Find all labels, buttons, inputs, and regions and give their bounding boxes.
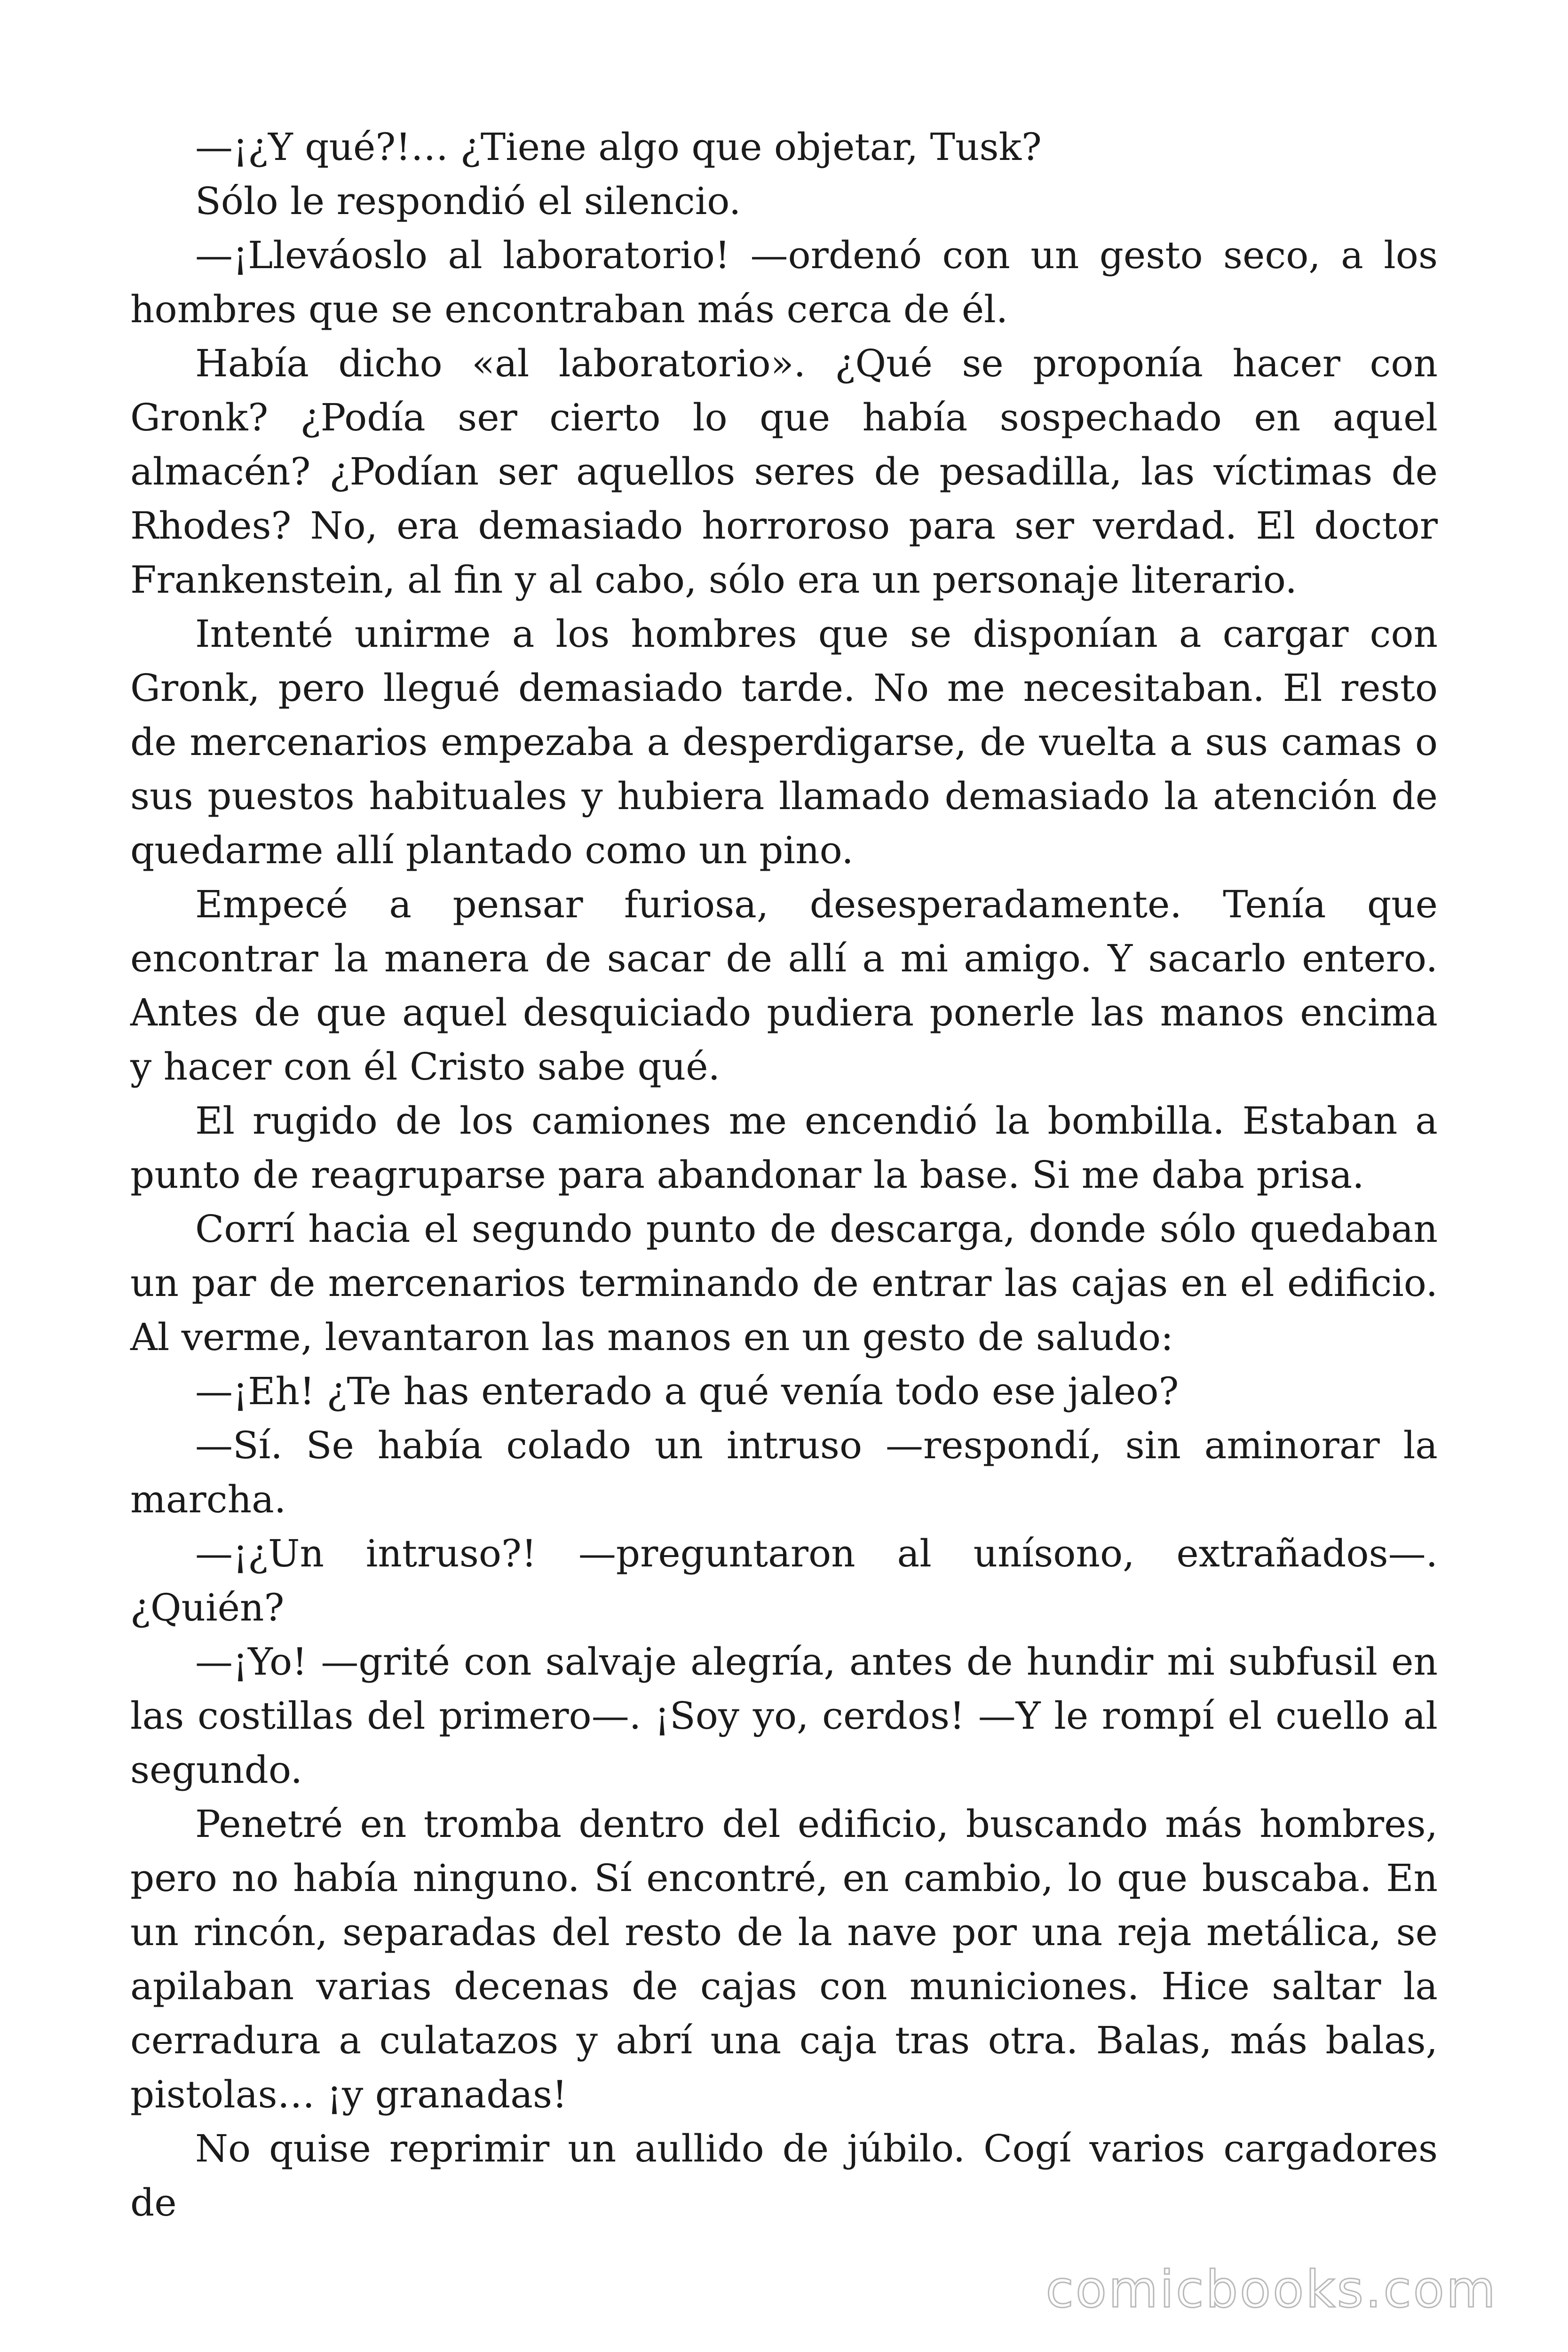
paragraph: Intenté unirme a los hombres que se disponían a cargar con Gronk, pero llegué demasiado tarde. No me necesitaban. El resto de mercenarios empezaba a desperdigarse, de vuelta a sus camas o sus puestos habituales y hubiera llamado demasiado la atención de quedarme allí plantado como un pino. [130, 612, 1438, 872]
paragraph: —¡¿Y qué?!… ¿Tiene algo que objetar, Tusk? [195, 125, 1042, 169]
paragraph: —¡¿Un intruso?! —preguntaron al unísono, extrañados—. ¿Quién? [130, 1532, 1438, 1629]
paragraph: —Sí. Se había colado un intruso —respondí, sin aminorar la marcha. [130, 1423, 1438, 1521]
paragraph: Corrí hacia el segundo punto de descarga, donde sólo quedaban un par de mercenarios terminando de entrar las cajas en el edificio. Al verme, levantaron las manos en un gesto de saludo: [130, 1207, 1438, 1359]
paragraph: El rugido de los camiones me encendió la bombilla. Estaban a punto de reagruparse para abandonar la base. Si me daba prisa. [130, 1099, 1438, 1197]
paragraph: Penetré en tromba dentro del edificio, buscando más hombres, pero no había ninguno. Sí encontré, en cambio, lo que buscaba. En un rincón, separadas del resto de la nave por una reja metálica, se apilaban varias decenas de cajas con municiones. Hice saltar la cerradura a culatazos y abrí una caja tras otra. Balas, más balas, pistolas… ¡y granadas! [130, 1802, 1438, 2116]
paragraph: —¡Lleváoslo al laboratorio! —ordenó con un gesto seco, a los hombres que se encontraban más cerca de él. [130, 233, 1438, 331]
paragraph: —¡Eh! ¿Te has enterado a qué venía todo ese jaleo? [195, 1369, 1179, 1413]
paragraph: Empecé a pensar furiosa, desesperadamente. Tenía que encontrar la manera de sacar de allí a mi amigo. Y sacarlo entero. Antes de que aquel desquiciado pudiera ponerle las manos encima y hacer con él Cristo sabe qué. [130, 882, 1438, 1089]
watermark: comicbooks.com [1045, 2260, 1497, 2319]
paragraph: No quise reprimir un aullido de júbilo. Cogí varios cargadores de [130, 2127, 1438, 2225]
paragraph: Había dicho «al laboratorio». ¿Qué se proponía hacer con Gronk? ¿Podía ser cierto lo que había sospechado en aquel almacén? ¿Podían ser aquellos seres de pesadilla, las víctimas de Rhodes? No, era demasiado horroroso para ser verdad. El doctor Frankenstein, al fin y al cabo, sólo era un personaje literario. [130, 342, 1438, 602]
paragraph: —¡Yo! —grité con salvaje alegría, antes de hundir mi subfusil en las costillas del primero—. ¡Soy yo, cerdos! —Y le rompí el cuello al segundo. [130, 1640, 1438, 1792]
body-text [130, 120, 1438, 2230]
paragraph: Sólo le respondió el silencio. [195, 179, 741, 223]
